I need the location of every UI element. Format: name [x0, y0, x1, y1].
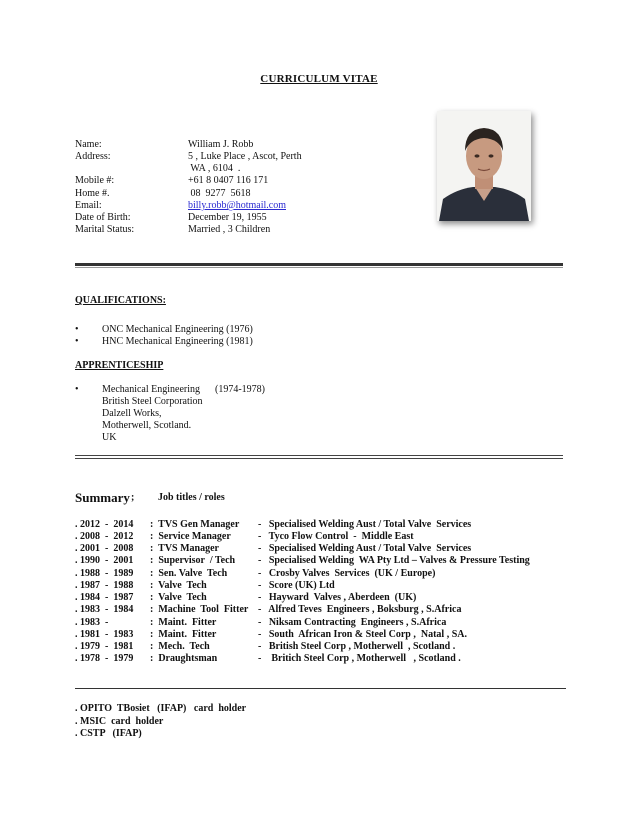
job-dates: . 2012 - 2014: [75, 519, 134, 530]
job-company: - Britich Steel Corp , Motherwell , Scotland .: [258, 653, 461, 664]
certification-item: . MSIC card holder: [75, 716, 164, 727]
bullet-icon: •: [75, 384, 79, 395]
job-company: - Specialised Welding Aust / Total Valve Services: [258, 543, 472, 554]
job-company: - Alfred Teves Engineers , Boksburg , S.Africa: [258, 604, 462, 615]
job-title: : Mech. Tech: [150, 641, 210, 652]
apprenticeship-heading: APPRENTICESHIP: [75, 360, 164, 371]
job-title: : Sen. Valve Tech: [150, 568, 228, 579]
job-company: - Specialised Welding Aust / Total Valve Services: [258, 519, 472, 530]
job-company: - Hayward Valves , Aberdeen (UK): [258, 592, 417, 603]
job-dates: . 1984 - 1987: [75, 592, 134, 603]
home-value: 08 9277 5618: [188, 188, 251, 199]
name-label: Name:: [75, 139, 102, 150]
dob-label: Date of Birth:: [75, 212, 131, 223]
job-dates: . 1978 - 1979: [75, 653, 134, 664]
job-dates: . 2001 - 2008: [75, 543, 134, 554]
marital-label: Marital Status:: [75, 224, 135, 235]
job-dates: . 1987 - 1988: [75, 580, 134, 591]
home-label: Home #.: [75, 188, 110, 199]
job-company: - Niksam Contracting Engineers , S.Africa: [258, 617, 447, 628]
job-dates: . 1983 - 1984: [75, 604, 134, 615]
job-dates: . 2008 - 2012: [75, 531, 134, 542]
job-company: - Specialised Welding WA Pty Ltd – Valves & Pressure Testing: [258, 555, 530, 566]
job-title: : TVS Manager: [150, 543, 219, 554]
bullet-icon: •: [75, 324, 79, 335]
email-link[interactable]: billy.robb@hotmail.com: [188, 200, 286, 211]
job-title: : Supervisor / Tech: [150, 555, 236, 566]
apprenticeship-line: Dalzell Works,: [102, 408, 162, 419]
qualification-item: ONC Mechanical Engineering (1976): [102, 324, 253, 335]
section-divider-shadow: [75, 267, 563, 268]
portrait-image: [437, 111, 531, 221]
profile-photo: [437, 111, 531, 221]
certification-item: . OPITO TBosiet (IFAP) card holder: [75, 703, 247, 714]
apprenticeship-line: Motherwell, Scotland.: [102, 420, 192, 431]
section-divider: [75, 263, 563, 266]
job-dates: . 1990 - 2001: [75, 555, 134, 566]
mobile-value: +61 8 0407 116 171: [188, 175, 269, 186]
job-company: - Crosby Valves Services (UK / Europe): [258, 568, 436, 579]
job-company: - Tyco Flow Control - Middle East: [258, 531, 414, 542]
apprenticeship-line: UK: [102, 432, 117, 443]
marital-value: Married , 3 Children: [188, 224, 271, 235]
address-value: 5 , Luke Place , Ascot, Perth: [188, 151, 302, 162]
job-title: : Machine Tool Fitter: [150, 604, 249, 615]
bullet-icon: •: [75, 336, 79, 347]
address-line-2: WA , 6104 .: [188, 163, 241, 174]
job-dates: . 1988 - 1989: [75, 568, 134, 579]
job-title: : Valve Tech: [150, 580, 207, 591]
address-label: Address:: [75, 151, 111, 162]
job-dates: . 1981 - 1983: [75, 629, 134, 640]
job-company: - Score (UK) Ltd: [258, 580, 335, 591]
section-divider: [75, 688, 566, 689]
mobile-label: Mobile #:: [75, 175, 115, 186]
apprenticeship-line: Mechanical Engineering (1974-1978): [102, 384, 266, 395]
certification-item: . CSTP (IFAP): [75, 728, 142, 739]
job-title: : Valve Tech: [150, 592, 207, 603]
summary-heading: Summary: [75, 490, 130, 505]
summary-semicolon: ;: [131, 492, 135, 503]
job-company: - South African Iron & Steel Corp , Natal , SA.: [258, 629, 467, 640]
email-label: Email:: [75, 200, 102, 211]
summary-subheading: Job titles / roles: [158, 492, 225, 503]
section-divider: [75, 458, 563, 459]
job-title: : TVS Gen Manager: [150, 519, 240, 530]
section-divider: [75, 455, 563, 456]
job-title: : Service Manager: [150, 531, 231, 542]
job-dates: . 1983 -: [75, 617, 109, 628]
page-title: CURRICULUM VITAE: [260, 73, 378, 85]
name-value: William J. Robb: [188, 139, 254, 150]
job-title: : Draughtsman: [150, 653, 218, 664]
dob-value: December 19, 1955: [188, 212, 267, 223]
job-company: - British Steel Corp , Motherwell , Scotland .: [258, 641, 456, 652]
qualifications-heading: QUALIFICATIONS:: [75, 295, 166, 306]
job-title: : Maint. Fitter: [150, 629, 217, 640]
apprenticeship-line: British Steel Corporation: [102, 396, 203, 407]
job-title: : Maint. Fitter: [150, 617, 217, 628]
qualification-item: HNC Mechanical Engineering (1981): [102, 336, 253, 347]
job-dates: . 1979 - 1981: [75, 641, 134, 652]
